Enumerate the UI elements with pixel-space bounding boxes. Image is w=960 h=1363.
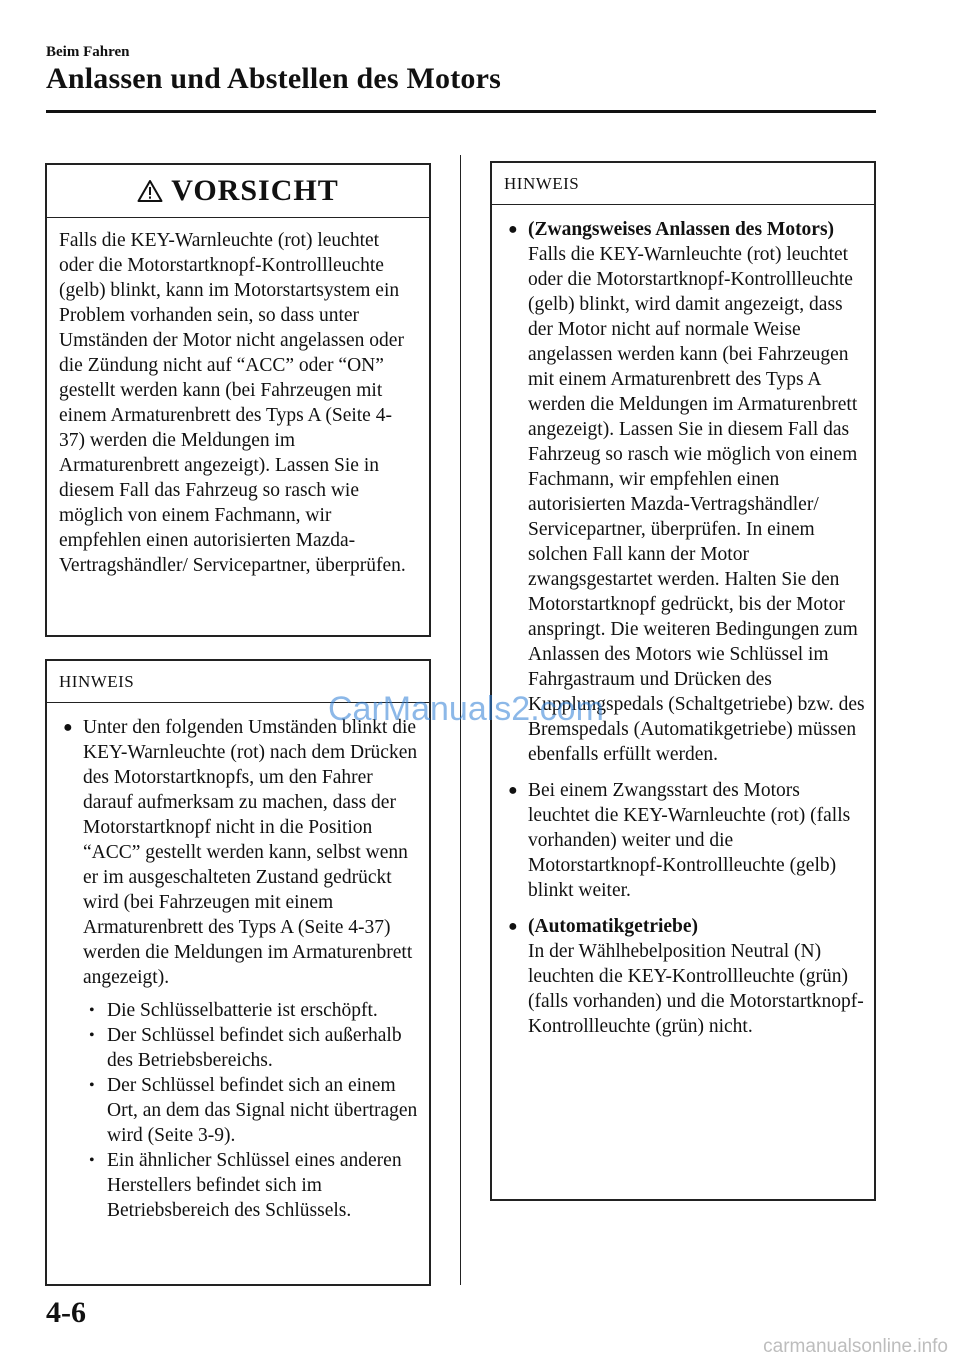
note-bullet	[504, 217, 866, 767]
page-number: 4-6	[46, 1296, 86, 1329]
sub-bullet-icon: •	[89, 1077, 95, 1094]
bullet-text: Unter den folgenden Umständen blinkt die KEY-Warnleuchte (rot) nach dem Drücken des Motorstartknopfs, um den Fahrer darauf aufmerksam zu machen, dass der Motorstartknopf nicht in die Position “ACC” gestellt werden kann, selbst wenn er im ausgeschalteten Zustand gedrückt wird (bei Fahrzeugen mit einem Armaturenbrett des Typs A (Seite 4-37) werden die Meldungen im Armaturenbrett angezeigt).	[83, 717, 418, 988]
warning-triangle-icon	[137, 179, 163, 203]
sub-item-text: Ein ähnlicher Schlüssel eines anderen Herstellers befindet sich im Betriebsbereich des Schlüssels.	[107, 1150, 402, 1221]
sub-bullet-icon: •	[89, 1027, 95, 1044]
bullet-icon: ●	[63, 719, 73, 736]
caution-title: VORSICHT	[171, 174, 339, 207]
header-rule	[46, 110, 876, 113]
caution-box	[45, 163, 431, 637]
sub-item-text: Der Schlüssel befindet sich an einem Ort, an dem das Signal nicht übertragen wird (Seite 3-9).	[107, 1075, 418, 1146]
bullet-icon: ●	[508, 918, 518, 935]
bullet-heading: (Automatikgetriebe)	[528, 916, 699, 937]
note-body	[492, 205, 874, 1039]
note-body	[47, 703, 429, 1223]
watermark-text: CarManuals2.com	[328, 690, 604, 728]
sub-list-item	[83, 1023, 421, 1073]
sub-list	[83, 998, 421, 1223]
section-label: Beim Fahren	[46, 44, 130, 60]
note-header: HINWEIS	[492, 163, 874, 205]
bullet-text: In der Wählhebelposition Neutral (N) leuchten die KEY-Kontrollleuchte (grün) (falls vorhanden) und die Motorstartknopf-Kontrollleuchte (grün) nicht.	[528, 941, 864, 1037]
bullet-text: Falls die KEY-Warnleuchte (rot) leuchtet oder die Motorstartknopf-Kontrollleuchte (gelb) blinkt, wird damit angezeigt, dass der Motor nicht auf normale Weise angelassen werden kann (bei Fahrzeugen mit einem Armaturenbrett des Typs A werden die Meldungen im Armaturenbrett angezeigt). Lassen Sie in diesem Fall das Fahrzeug so rasch wie möglich von einem Fachmann, wir empfehlen einen autorisierten Mazda-Vertragshändler/ Servicepartner, überprüfen. In einem solchen Fall kann der Motor zwangsgestartet werden. Halten Sie den Motorstartknopf gedrückt, bis der Motor anspringt. Die weiteren Bedingungen zum Anlassen des Motors wie Schlüssel im Fahrgastraum und Drücken des Kupplungspedals (Schaltgetriebe) bzw. des Bremspedals (Automatikgetriebe) müssen ebenfalls erfüllt werden.	[528, 244, 865, 765]
sub-list-item	[83, 998, 421, 1023]
note-box-left	[45, 659, 431, 1286]
footer-watermark: carmanualsonline.info	[763, 1336, 948, 1357]
note-box-right	[490, 161, 876, 1201]
sub-list-item	[83, 1148, 421, 1223]
bullet-icon: ●	[508, 782, 518, 799]
bullet-heading: (Zwangsweises Anlassen des Motors)	[528, 219, 835, 240]
page-title: Anlassen und Abstellen des Motors	[46, 62, 502, 95]
caution-text: Falls die KEY-Warnleuchte (rot) leuchtet oder die Motorstartknopf-Kontrollleuchte (gelb) blinkt, kann im Motorstartsystem ein Problem vorhanden sein, so dass unter Umständen der Motor nicht angelassen oder die Zündung nicht auf “ACC” oder “ON” gestellt werden kann (bei Fahrzeugen mit einem Armaturenbrett des Typs A (Seite 4-37) werden die Meldungen im Armaturenbrett angezeigt). Lassen Sie in diesem Fall das Fahrzeug so rasch wie möglich von einem Fachmann, wir empfehlen einen autorisierten Mazda-Vertragshändler/ Servicepartner, überprüfen.	[59, 230, 406, 576]
caution-header	[47, 165, 429, 218]
note-header: HINWEIS	[47, 661, 429, 703]
note-bullet	[504, 778, 866, 903]
note-bullet	[504, 914, 866, 1039]
bullet-icon: ●	[508, 221, 518, 238]
sub-bullet-icon: •	[89, 1152, 95, 1169]
sub-item-text: Die Schlüsselbatterie ist erschöpft.	[107, 1000, 378, 1021]
sub-list-item	[83, 1073, 421, 1148]
sub-bullet-icon: •	[89, 1002, 95, 1019]
sub-item-text: Der Schlüssel befindet sich außerhalb des Betriebsbereichs.	[107, 1025, 402, 1071]
bullet-text: Bei einem Zwangsstart des Motors leuchtet die KEY-Warnleuchte (rot) (falls vorhanden) weiter und die Motorstartknopf-Kontrollleuchte (gelb) blinkt weiter.	[528, 780, 851, 901]
note-bullet	[59, 715, 421, 1223]
